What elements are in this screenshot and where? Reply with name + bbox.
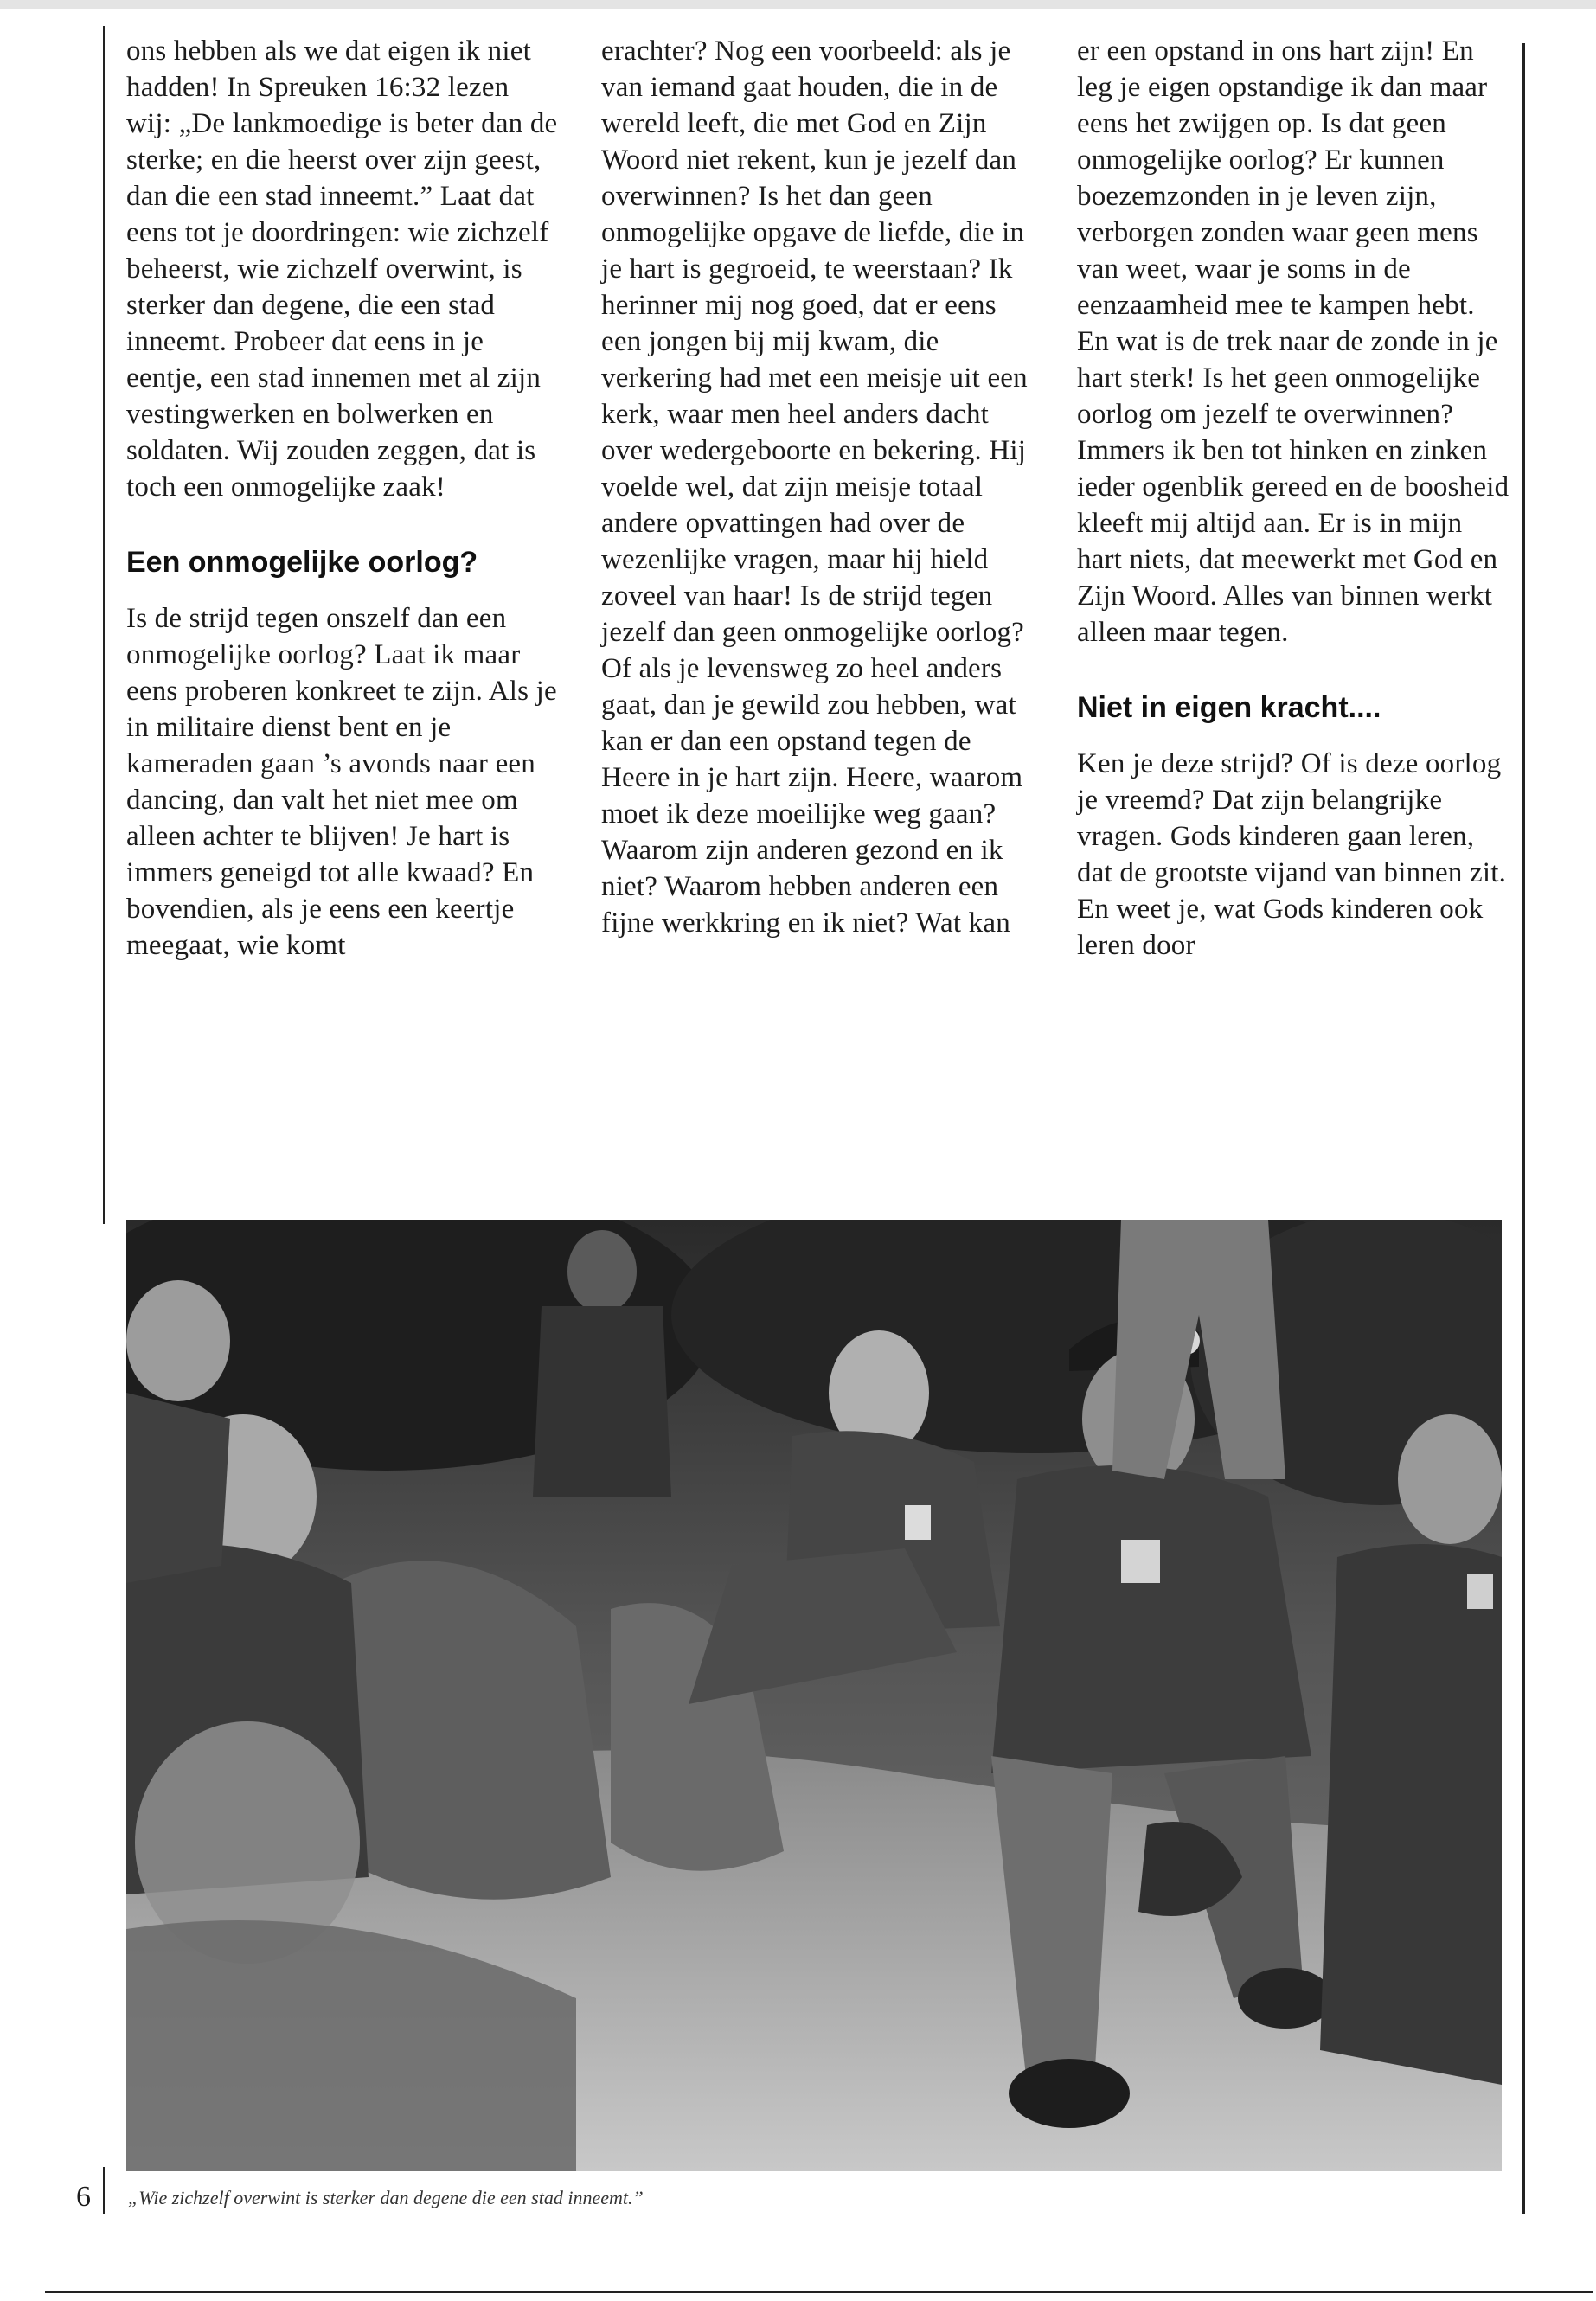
section-heading-niet-in-eigen-kracht: Niet in eigen kracht.... [1077, 691, 1381, 724]
text-column-1 [126, 33, 559, 964]
photo-caption: „Wie zichzelf overwint is sterker dan degene die een stad inneemt.” [128, 2187, 644, 2208]
column-1-paragraph-2: Is de strijd tegen onszelf dan een onmogelijke oorlog? Laat ik maar eens proberen konkreet te zijn. Als je in militaire dienst bent en je kameraden gaan ’s avonds naar een dancing, dan valt het niet mee om alleen achter te blijven! Je hart is immers geneigd tot alle kwaad? En bovendien, als je eens een keertje meegaat, wie komt [126, 603, 557, 961]
page-number: 6 [76, 2181, 91, 2213]
page-top-edge [0, 0, 1596, 9]
bottom-page-rule [45, 2291, 1593, 2293]
column-2-paragraph-1: erachter? Nog een voorbeeld: als je van iemand gaat houden, die in de wereld leeft, die met God en Zijn Woord niet rekent, kun je jezelf dan overwinnen? Is het dan geen onmogelijke opgave de liefde, die in je hart is gegroeid, te weerstaan? Ik herinner mij nog goed, dat er eens een jongen bij mij kwam, die verkering had met een meisje uit een kerk, waar men heel anders dacht over wedergeboorte en bekering. Hij voelde wel, dat zijn meisje totaal andere opvattingen had over de wezenlijke vragen, maar hij hield zoveel van haar! Is de strijd tegen jezelf dan geen onmogelijke oorlog? [601, 35, 1028, 648]
photograph [126, 1220, 1502, 2171]
section-heading-onmogelijke-oorlog: Een onmogelijke oorlog? [126, 546, 478, 579]
column-3-paragraph-1: er een opstand in ons hart zijn! En leg je eigen opstandige ik dan maar eens het zwijgen op. Is dat geen onmogelijke oorlog? Er kunnen boezemzonden in je leven zijn, verborgen zonden waar geen mens van weet, waar je soms in de eenzaamheid mee te kampen hebt. En wat is de trek naar de zonde in je hart sterk! Is het geen onmogelijke oorlog om jezelf te overwinnen? Immers ik ben tot hinken en zinken ieder ogenblik gereed en de boosheid kleeft mij altijd aan. Er is in mijn hart niets, dat meewerkt met God en Zijn Woord. Alles van binnen werkt alleen maar tegen. [1077, 35, 1509, 648]
photograph-soldiers-resting-icon [126, 1220, 1502, 2171]
column-2-paragraph-2: Of als je levensweg zo heel anders gaat, dan je gewild zou hebben, wat kan er dan een opstand tegen de Heere in je hart zijn. Heere, waarom moet ik deze moeilijke weg gaan? Waarom zijn anderen gezond en ik niet? Waarom hebben anderen een fijne werkkring en ik niet? Wat kan [601, 653, 1023, 939]
text-column-2 [601, 33, 1034, 941]
column-1-paragraph-1: ons hebben als we dat eigen ik niet hadden! In Spreuken 16:32 lezen wij: „De lankmoedige is beter dan de sterke; en die heerst over zijn geest, dan die een stad inneemt.” Laat dat eens tot je doordringen: wie zichzelf beheerst, wie zichzelf overwint, is sterker dan degene, die een stad inneemt. Probeer dat eens in je eentje, een stad innemen met al zijn vestingwerken en bolwerken en soldaten. Wij zouden zeggen, dat is toch een onmogelijke zaak! [126, 35, 558, 503]
right-margin-rule [1522, 43, 1525, 2214]
column-3-paragraph-2: Ken je deze strijd? Of is deze oorlog je vreemd? Dat zijn belangrijke vragen. Gods kinderen gaan leren, dat de grootste vijand van binnen zit. En weet je, wat Gods kinderen ook leren door [1077, 748, 1507, 961]
text-column-3 [1077, 33, 1509, 964]
left-margin-rule [103, 26, 105, 1224]
left-margin-rule-lower [103, 2167, 105, 2214]
